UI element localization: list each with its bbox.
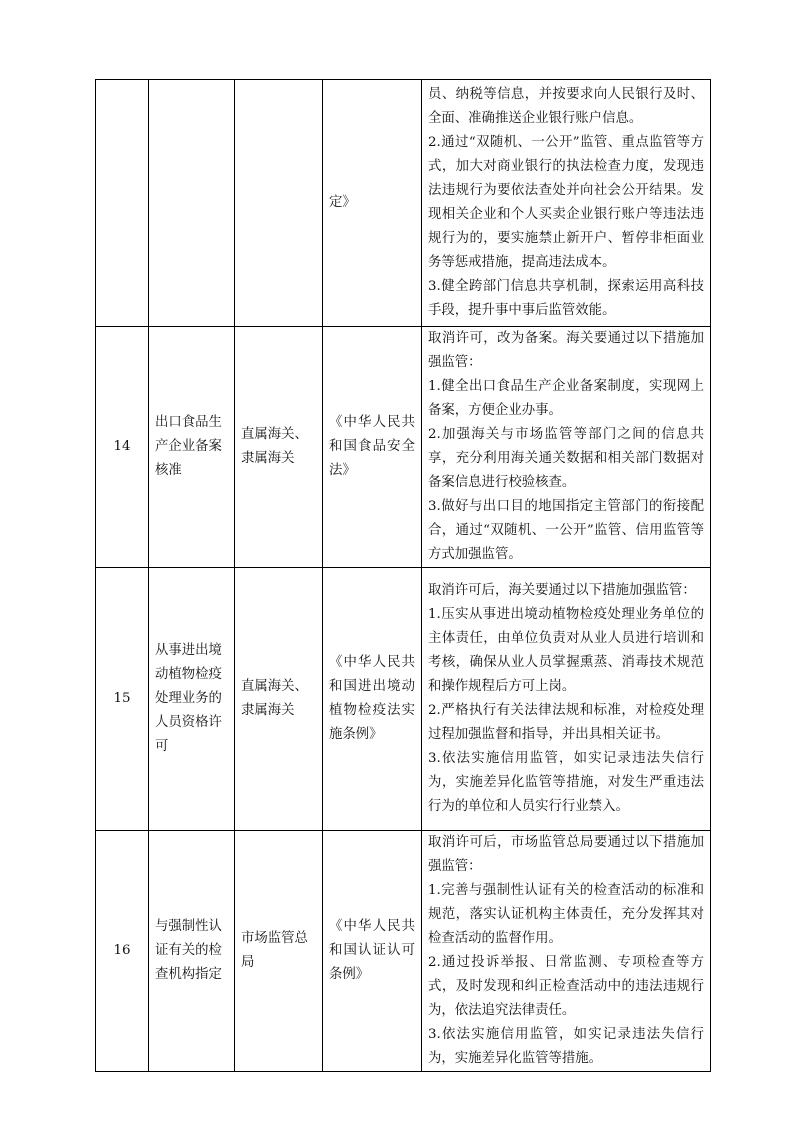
measure-paragraph: 1.压实从事进出境动植物检疫处理业务单位的主体责任，由单位负责对从业人员进行培训和考核，确保从业人员掌握熏蒸、消毒技术规范和操作规程后方可上岗。 <box>428 607 704 694</box>
table-row <box>96 80 711 327</box>
table-row <box>96 831 711 1072</box>
measure-paragraph: 取消许可，改为备案。海关要通过以下措施加强监管： <box>428 331 704 370</box>
row-number: 14 <box>96 327 149 568</box>
measure-paragraph: 2.通过投诉举报、日常监测、专项检查等方式，及时发现和纠正检查活动中的违法违规行为，依法追究法律责任。 <box>428 955 704 1018</box>
measure-paragraph: 3.依法实施信用监管，如实记录违法失信行为，实施差异化监管等措施，对发生严重违法行为的单位和人员实行行业禁入。 <box>428 751 704 814</box>
row-number <box>96 80 149 327</box>
measure-paragraph: 2.通过“双随机、一公开”监管、重点监管等方式，加大对商业银行的执法检查力度，发现违法违规行为要依法查处并向社会公开结果。发现相关企业和个人买卖企业银行账户等违法违规行为的，要实施禁止新开户、暂停非柜面业务等惩戒措施，提高违法成本。 <box>428 135 704 270</box>
table-row <box>96 568 711 831</box>
measure-paragraph: 2.加强海关与市场监管等部门之间的信息共享，充分利用海关通关数据和相关部门数据对备案信息进行校验核查。 <box>428 427 704 490</box>
measure-paragraph: 1.健全出口食品生产企业备案制度，实现网上备案，方便企业办事。 <box>428 379 704 418</box>
supervision-measures <box>422 831 711 1072</box>
measure-paragraph: 取消许可后，市场监管总局要通过以下措施加强监管： <box>428 835 704 874</box>
implementing-department <box>235 80 323 327</box>
legal-basis: 《中华人民共和国进出境动植物检疫法实施条例》 <box>323 568 422 831</box>
legal-basis: 定》 <box>323 80 422 327</box>
measure-paragraph: 3.依法实施信用监管，如实记录违法失信行为，实施差异化监管等措施。 <box>428 1027 704 1066</box>
supervision-measures <box>422 80 711 327</box>
item-name <box>149 80 235 327</box>
measure-paragraph: 取消许可后，海关要通过以下措施加强监管： <box>428 583 696 598</box>
implementing-department: 直属海关、隶属海关 <box>235 327 323 568</box>
measure-paragraph: 3.做好与出口目的地国指定主管部门的衔接配合，通过“双随机、一公开”监管、信用监管等方式加强监管。 <box>428 499 704 562</box>
supervision-measures <box>422 568 711 831</box>
item-name: 与强制性认证有关的检查机构指定 <box>149 831 235 1072</box>
regulation-table <box>95 79 711 1072</box>
item-name: 出口食品生产企业备案核准 <box>149 327 235 568</box>
implementing-department: 市场监管总局 <box>235 831 323 1072</box>
implementing-department: 直属海关、隶属海关 <box>235 568 323 831</box>
row-number: 16 <box>96 831 149 1072</box>
legal-basis: 《中华人民共和国食品安全法》 <box>323 327 422 568</box>
item-name: 从事进出境动植物检疫处理业务的人员资格许可 <box>149 568 235 831</box>
measure-paragraph: 2.严格执行有关法律法规和标准，对检疫处理过程加强监督和指导，并出具相关证书。 <box>428 703 704 742</box>
row-number: 15 <box>96 568 149 831</box>
legal-basis: 《中华人民共和国认证认可条例》 <box>323 831 422 1072</box>
measure-paragraph: 3.健全跨部门信息共享机制，探索运用高科技手段，提升事中事后监管效能。 <box>428 279 704 318</box>
measure-paragraph: 员、纳税等信息，并按要求向人民银行及时、全面、准确推送企业银行账户信息。 <box>428 87 704 126</box>
measure-paragraph: 1.完善与强制性认证有关的检查活动的标准和规范，落实认证机构主体责任，充分发挥其对检查活动的监督作用。 <box>428 883 704 946</box>
supervision-measures <box>422 327 711 568</box>
table-row <box>96 327 711 568</box>
